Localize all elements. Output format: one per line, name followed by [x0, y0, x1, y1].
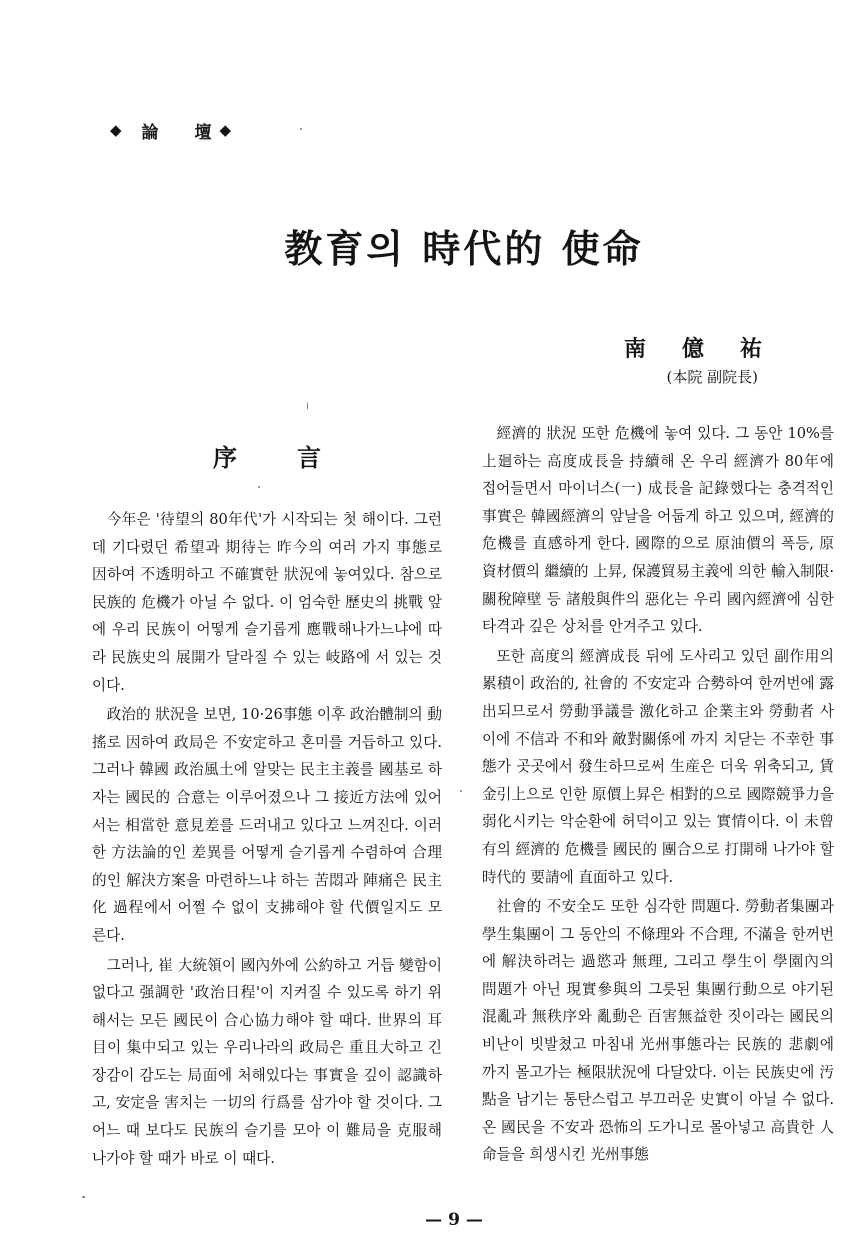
scan-speck	[307, 402, 308, 410]
scan-speck	[82, 1196, 85, 1198]
scan-speck	[460, 790, 462, 792]
left-column	[92, 506, 442, 1172]
section-tag	[110, 118, 233, 143]
diamond-icon: ◆	[219, 121, 234, 139]
scan-speck	[300, 128, 302, 130]
section-label-1: 論	[141, 123, 161, 143]
diamond-icon: ◆	[110, 121, 124, 139]
paragraph: 今年은 '待望의 80年代'가 시작되는 첫 해이다. 그런데 기다렸던 希望과 期待는 昨今의 여러 가지 事態로 因하여 不透明하고 不確實한 狀況에 놓여있다. 참으로 民族的 危機가 아닐 수 없다. 이 엄숙한 歷史의 挑戰 앞에 우리 民族이 어떻게 슬기롭게 應戰해나가느냐에 따라 民族史의 展開가 달라질 수 있는 岐路에 서 있는 것이다.	[92, 511, 442, 694]
article-title: 教育의 時代的 使命	[284, 226, 644, 271]
section-label-2: 壇	[194, 123, 214, 143]
paragraph: 經濟的 狀況 또한 危機에 놓여 있다. 그 동안 10%를 上廻하는 高度成長을 持續해 온 우리 經濟가 80年에 접어들면서 마이너스(一) 成長을 記錄했다는 충격적인 事實은 韓國經濟의 앞날을 어둡게 하고 있으며, 經濟的 危機를 直感하게 한다. 國際的으로 原油價의 폭등, 原資材價의 繼續的 上昇, 保護貿易主義에 의한 輸入制限·關稅障壁 등 諸般與件의 惡化는 우리 國內經濟에 심한 타격과 깊은 상처를 안겨주고 있다.	[482, 425, 834, 636]
author-name: 南億祐	[623, 336, 798, 362]
author-affiliation: (本院 副院長)	[666, 368, 758, 386]
page-number: — 9 —	[425, 1210, 483, 1230]
section-heading: 序言	[213, 443, 381, 472]
right-column	[482, 420, 834, 1169]
paragraph: 또한 高度의 經濟成長 뒤에 도사리고 있던 副作用의 累積이 政治的, 社會的 不安定과 合勢하여 한꺼번에 露出되므로서 勞動爭議를 激化하고 企業主와 勞動者 사이에 不信과 不和와 敵對關係에 까지 치닫는 不幸한 事態가 곳곳에서 發生하므로써 生産은 더욱 위축되고, 賃金引上으로 인한 原價上昇은 相對的으로 國際競爭力을 弱化시키는 악순환에 허덕이고 있는 實情이다. 이 未曾有의 經濟的 危機를 國民的 團合으로 打開해 나가야 할 時代的 要請에 直面하고 있다.	[482, 647, 834, 886]
paragraph: 그러나, 崔 大統領이 國內外에 公約하고 거듭 變함이 없다고 强調한 '政治日程'이 지켜질 수 있도록 하기 위해서는 모든 國民이 合心協力해야 할 때다. 世界의 耳目이 集中되고 있는 우리나라의 政局은 重且大하고 긴장감이 감도는 局面에 처해있다는 事實을 깊이 認識하고, 安定을 害치는 一切의 行爲를 삼가야 할 것이다. 그 어느 때 보다도 民族의 슬기를 모아 이 難局을 克服해 나가야 할 때가 바로 이 때다.	[92, 956, 442, 1167]
scan-speck	[258, 486, 260, 488]
paragraph: 社會的 不安全도 또한 심각한 問題다. 勞動者集團과 學生集團이 그 동안의 不條理와 不合理, 不滿을 한꺼번에 解決하려는 過慾과 無理, 그리고 學生이 學園內의 問題가 아닌 現實參與의 그릇된 集團行動으로 야기된 混亂과 無秩序와 亂動은 百害無益한 짓이라는 國民의 비난이 빗발쳤고 마침내 光州事態라는 民族的 悲劇에 까지 몰고가는 極限狀況에 다달았다. 이는 民族史에 汚點을 남기는 통탄스럽고 부끄러운 史實이 아닐 수 없다. 온 國民을 不安과 恐怖의 도가니로 몰아넣고 高貴한 人命들을 희생시킨 光州事態	[482, 898, 834, 1164]
paragraph: 政治的 狀況을 보면, 10·26事態 이후 政治體制의 動搖로 因하여 政局은 不安定하고 혼미를 거듭하고 있다. 그러나 韓國 政治風土에 알맞는 民主主義를 國基로 하자는 國民的 合意는 이루어졌으나 그 接近方法에 있어서는 相當한 意見差를 드러내고 있다고 느껴진다. 이러한 方法論的인 差異를 어떻게 슬기롭게 수렴하여 合理的인 解決方案을 마련하느냐 하는 苦悶과 陣痛은 民主化 過程에서 어쩔 수 없이 支拂해야 할 代價일지도 모른다.	[92, 706, 442, 944]
